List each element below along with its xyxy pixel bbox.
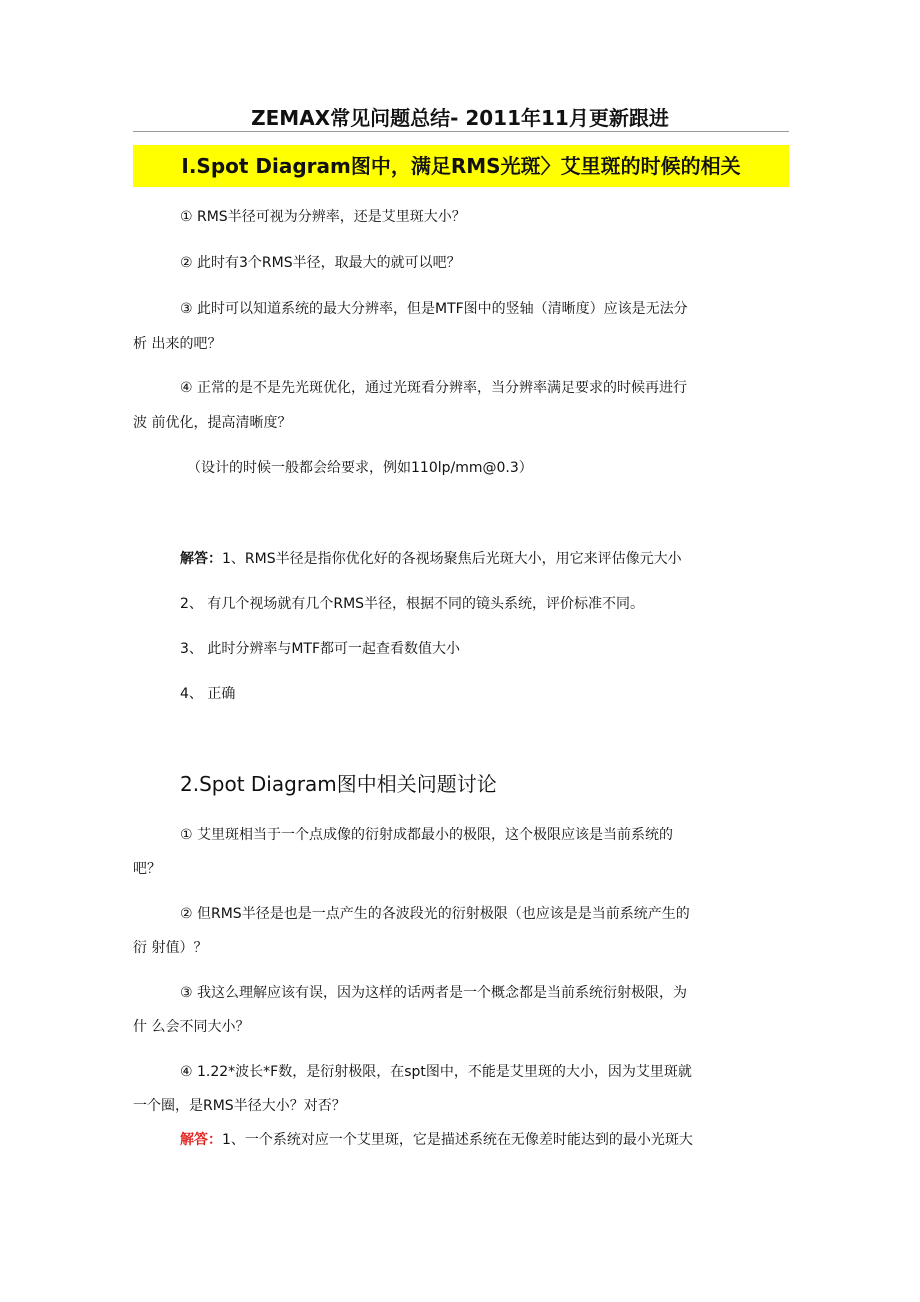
section2-question-1-line1: ① 艾里斑相当于一个点成像的衍射成都最小的极限，这个极限应该是当前系统的 bbox=[180, 827, 673, 843]
section1-question-1: ① RMS半径可视为分辨率，还是艾里斑大小？ bbox=[180, 209, 466, 225]
section1-question-4-line1: ④ 正常的是不是先光斑优化，通过光斑看分辨率，当分辨率满足要求的时候再进行 bbox=[180, 380, 687, 396]
section1-heading: I.Spot Diagram图中，满足RMS光斑〉艾里斑的时候的相关 bbox=[181, 154, 741, 178]
section1-answer-2: 2、 有几个视场就有几个RMS半径，根据不同的镜头系统，评价标准不同。 bbox=[180, 596, 645, 612]
section2-question-3-line1: ③ 我这么理解应该有误，因为这样的话两者是一个概念都是当前系统衍射极限，为 bbox=[180, 985, 687, 1001]
section2-answer-1 bbox=[180, 1130, 693, 1150]
section1-answer-1-text: 1、RMS半径是指你优化好的各视场聚焦后光斑大小，用它来评估像元大小 bbox=[222, 551, 682, 567]
section1-question-2: ② 此时有3个RMS半径，取最大的就可以吧？ bbox=[180, 255, 461, 271]
section1-answer-1 bbox=[180, 549, 682, 569]
section1-answer-label: 解答： bbox=[180, 551, 222, 567]
section1-question-4-line2: 波 前优化，提高清晰度？ bbox=[133, 415, 292, 431]
section2-answer-1-text: 1、一个系统对应一个艾里斑，它是描述系统在无像差时能达到的最小光斑大 bbox=[222, 1132, 693, 1148]
section2-question-2-line2: 衍 射值）？ bbox=[133, 940, 208, 956]
section2-answer-label: 解答： bbox=[180, 1132, 222, 1148]
section2-question-1-line2: 吧？ bbox=[133, 861, 161, 877]
section2-question-2-line1: ② 但RMS半径是也是一点产生的各波段光的衍射极限（也应该是是当前系统产生的 bbox=[180, 906, 690, 922]
section1-answer-4: 4、 正确 bbox=[180, 686, 236, 702]
title-divider bbox=[133, 131, 789, 132]
section1-question-3-line1: ③ 此时可以知道系统的最大分辨率，但是MTF图中的竖轴（清晰度）应该是无法分 bbox=[180, 301, 688, 317]
section2-question-4-line2: 一个圈，是RMS半径大小？对否？ bbox=[133, 1098, 346, 1114]
section2-question-3-line2: 什 么会不同大小？ bbox=[133, 1019, 250, 1035]
document-title: ZEMAX常见问题总结- 2011年11月更新跟进 bbox=[251, 106, 669, 130]
section1-question-3-line2: 析 出来的吧？ bbox=[133, 336, 222, 352]
section2-question-4-line1: ④ 1.22*波长*F数，是衍射极限，在spt图中，不能是艾里斑的大小，因为艾里斑就 bbox=[180, 1064, 692, 1080]
section2-heading: 2.Spot Diagram图中相关问题讨论 bbox=[180, 772, 497, 796]
section1-answer-3: 3、 此时分辨率与MTF都可一起查看数值大小 bbox=[180, 641, 461, 657]
section1-design-note: （设计的时候一般都会给要求，例如110lp/mm@0.3） bbox=[187, 460, 533, 476]
